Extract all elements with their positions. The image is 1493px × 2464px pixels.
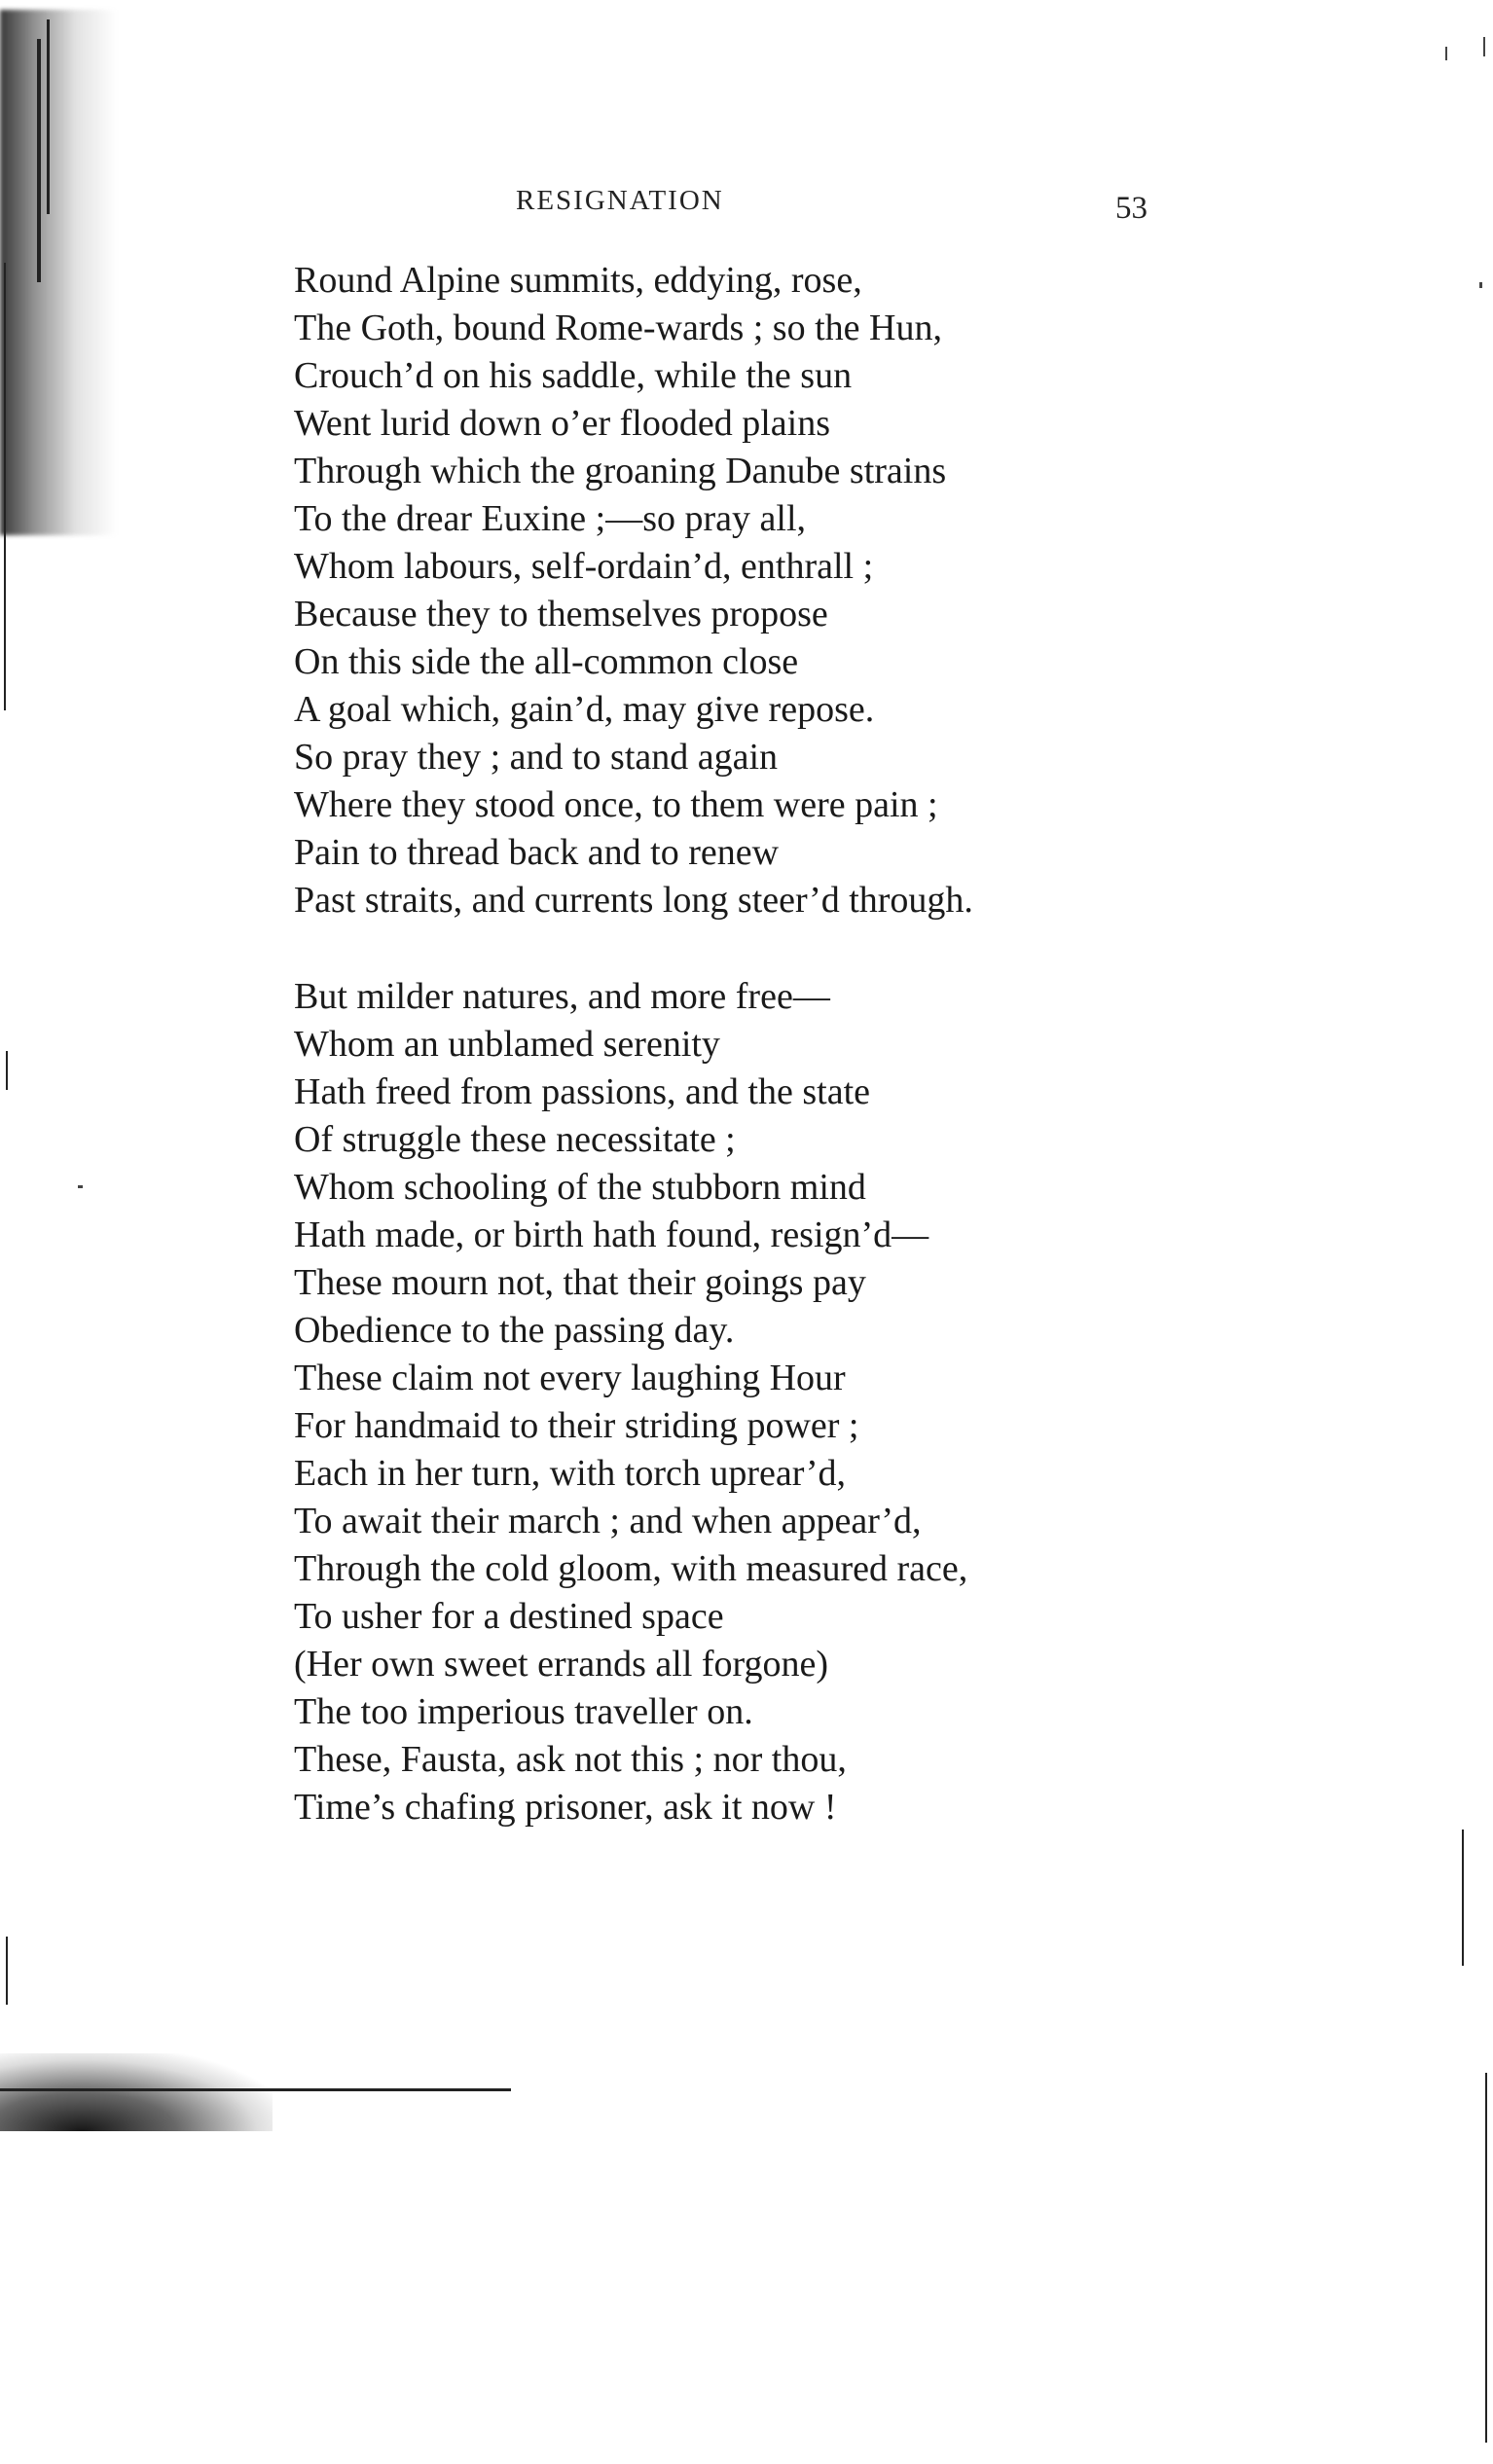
binding-edge-line	[1485, 2073, 1487, 2443]
verse-line: Each in her turn, with torch uprear’d,	[294, 1453, 846, 1494]
verse-line: On this side the all-common close	[294, 641, 799, 682]
verse-line: So pray they ; and to stand again	[294, 737, 779, 778]
verse-line: Pain to thread back and to renew	[294, 832, 780, 873]
verse-line: These mourn not, that their goings pay	[294, 1262, 866, 1303]
running-title: RESIGNATION	[516, 185, 724, 216]
scan-speck	[1483, 37, 1485, 56]
verse-line: Obedience to the passing day.	[294, 1310, 735, 1351]
verse-line: But milder natures, and more free—	[294, 976, 830, 1017]
verse-line: The too imperious traveller on.	[294, 1691, 753, 1732]
verse-line: Hath made, or birth hath found, resign’d—	[294, 1214, 929, 1255]
binding-shadow	[0, 10, 117, 535]
verse-line: (Her own sweet errands all forgone)	[294, 1644, 829, 1685]
verse-line: Time’s chafing prisoner, ask it now !	[294, 1787, 837, 1828]
binding-edge-line	[6, 1051, 8, 1090]
verse-line: Through the cold gloom, with measured race,	[294, 1548, 968, 1589]
scan-speck	[78, 1185, 83, 1188]
verse-line: Whom labours, self-ordain’d, enthrall ;	[294, 546, 874, 587]
verse-line: The Goth, bound Rome-wards ; so the Hun,	[294, 308, 942, 348]
binding-edge-line	[4, 263, 6, 710]
verse-line: Where they stood once, to them were pain ;	[294, 784, 938, 825]
verse-line: To await their march ; and when appear’d,	[294, 1501, 922, 1541]
binding-edge-line	[37, 39, 41, 282]
verse-line: Past straits, and currents long steer’d through.	[294, 880, 973, 921]
verse-line: Whom an unblamed serenity	[294, 1024, 720, 1065]
stanza-1	[294, 257, 973, 924]
verse-line: Of struggle these necessitate ;	[294, 1119, 736, 1160]
verse-line: Went lurid down o’er flooded plains	[294, 403, 830, 444]
page-number: 53	[1115, 191, 1147, 226]
binding-edge-line	[47, 19, 50, 214]
verse-line: A goal which, gain’d, may give repose.	[294, 689, 875, 730]
verse-line: Crouch’d on his saddle, while the sun	[294, 355, 853, 396]
scan-corner-shadow	[0, 2053, 273, 2131]
verse-line: Whom schooling of the stubborn mind	[294, 1167, 866, 1208]
verse-line: Through which the groaning Danube strains	[294, 451, 947, 491]
verse-line: To usher for a destined space	[294, 1596, 724, 1637]
verse-line: Hath freed from passions, and the state	[294, 1071, 870, 1112]
stanza-2	[294, 973, 967, 1831]
binding-edge-line	[1462, 1830, 1464, 1966]
verse-line: These claim not every laughing Hour	[294, 1358, 846, 1398]
verse-line: To the drear Euxine ;—so pray all,	[294, 498, 807, 539]
scan-edge-rule	[0, 2088, 511, 2091]
verse-line: Round Alpine summits, eddying, rose,	[294, 260, 862, 301]
verse-line: Because they to themselves propose	[294, 594, 828, 634]
scan-speck	[1479, 282, 1482, 288]
binding-edge-line	[6, 1937, 8, 2005]
verse-line: For handmaid to their striding power ;	[294, 1405, 859, 1446]
scan-speck	[1445, 47, 1447, 60]
verse-line: These, Fausta, ask not this ; nor thou,	[294, 1739, 847, 1780]
